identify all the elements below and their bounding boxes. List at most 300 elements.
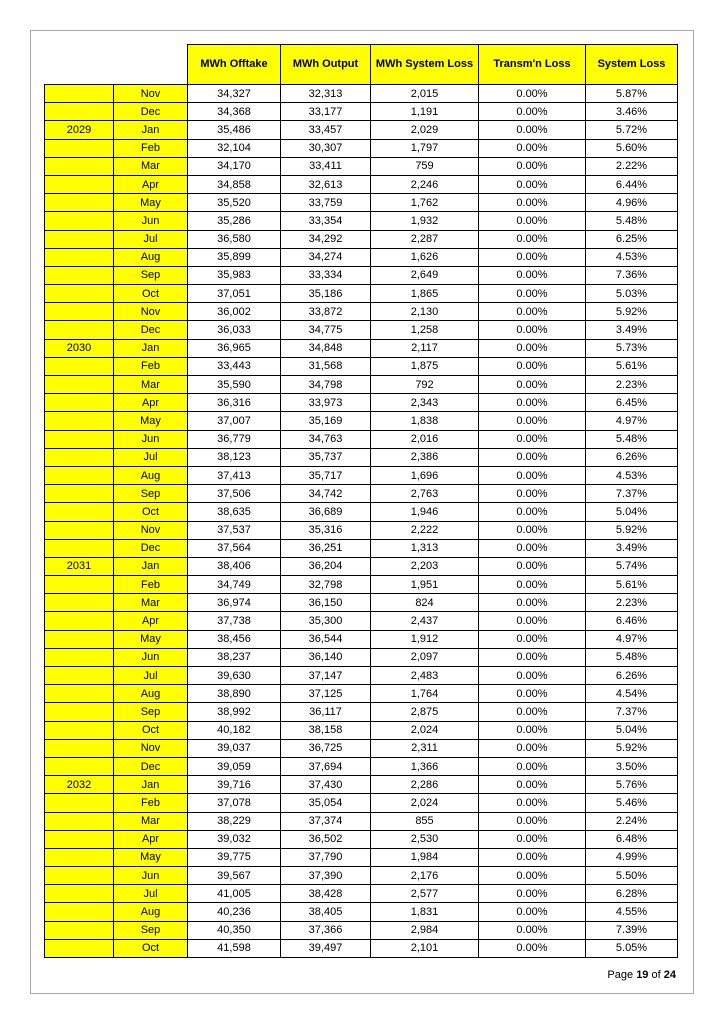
table-row <box>45 539 678 557</box>
system-loss-cell: 6.26% <box>586 667 678 685</box>
mwh-system-loss-cell: 855 <box>371 812 479 830</box>
transmn-loss-cell: 0.00% <box>479 794 586 812</box>
month-cell: Jul <box>114 230 188 248</box>
mwh-output-cell: 34,763 <box>281 430 371 448</box>
year-cell <box>45 430 114 448</box>
system-loss-cell: 5.50% <box>586 867 678 885</box>
header-spacer-year <box>45 45 114 85</box>
system-loss-cell: 4.55% <box>586 903 678 921</box>
year-cell <box>45 376 114 394</box>
transmn-loss-cell: 0.00% <box>479 248 586 266</box>
page-footer <box>607 969 676 981</box>
mwh-offtake-cell: 39,630 <box>188 667 281 685</box>
system-loss-cell: 7.39% <box>586 921 678 939</box>
mwh-output-cell: 34,274 <box>281 248 371 266</box>
mwh-output-cell: 37,147 <box>281 667 371 685</box>
transmn-loss-cell: 0.00% <box>479 539 586 557</box>
mwh-offtake-cell: 37,051 <box>188 285 281 303</box>
table-row <box>45 921 678 939</box>
month-cell: Mar <box>114 157 188 175</box>
system-loss-cell: 6.26% <box>586 448 678 466</box>
mwh-system-loss-cell: 2,222 <box>371 521 479 539</box>
year-cell <box>45 303 114 321</box>
month-cell: Feb <box>114 139 188 157</box>
year-cell <box>45 667 114 685</box>
mwh-output-cell: 32,313 <box>281 85 371 103</box>
table-row <box>45 466 678 484</box>
year-cell: 2031 <box>45 557 114 575</box>
transmn-loss-cell: 0.00% <box>479 466 586 484</box>
year-cell <box>45 448 114 466</box>
table-row <box>45 248 678 266</box>
month-cell: Feb <box>114 576 188 594</box>
mwh-output-cell: 34,742 <box>281 485 371 503</box>
table-row <box>45 412 678 430</box>
system-loss-cell: 4.96% <box>586 194 678 212</box>
system-loss-cell: 5.61% <box>586 357 678 375</box>
footer-of-label: of <box>651 969 661 981</box>
mwh-system-loss-cell: 2,483 <box>371 667 479 685</box>
mwh-output-cell: 37,366 <box>281 921 371 939</box>
year-cell <box>45 412 114 430</box>
mwh-output-cell: 34,775 <box>281 321 371 339</box>
system-loss-cell: 3.46% <box>586 103 678 121</box>
year-cell <box>45 539 114 557</box>
system-loss-cell: 5.48% <box>586 430 678 448</box>
mwh-system-loss-cell: 2,176 <box>371 867 479 885</box>
system-loss-cell: 2.24% <box>586 812 678 830</box>
table-row <box>45 285 678 303</box>
mwh-offtake-cell: 38,123 <box>188 448 281 466</box>
table-row <box>45 648 678 666</box>
mwh-output-cell: 37,374 <box>281 812 371 830</box>
table-row <box>45 594 678 612</box>
system-loss-cell: 4.99% <box>586 848 678 866</box>
month-cell: Mar <box>114 812 188 830</box>
year-cell <box>45 794 114 812</box>
mwh-offtake-cell: 40,236 <box>188 903 281 921</box>
table-row <box>45 667 678 685</box>
document-page <box>30 30 694 994</box>
year-cell <box>45 466 114 484</box>
mwh-offtake-cell: 39,775 <box>188 848 281 866</box>
transmn-loss-cell: 0.00% <box>479 867 586 885</box>
transmn-loss-cell: 0.00% <box>479 667 586 685</box>
mwh-offtake-cell: 36,965 <box>188 339 281 357</box>
month-cell: Apr <box>114 612 188 630</box>
table-row <box>45 630 678 648</box>
year-cell <box>45 103 114 121</box>
year-cell <box>45 685 114 703</box>
month-cell: Dec <box>114 103 188 121</box>
mwh-system-loss-cell: 1,764 <box>371 685 479 703</box>
table-row <box>45 157 678 175</box>
month-cell: Jun <box>114 648 188 666</box>
table-row <box>45 321 678 339</box>
mwh-offtake-cell: 41,005 <box>188 885 281 903</box>
mwh-system-loss-cell: 1,875 <box>371 357 479 375</box>
transmn-loss-cell: 0.00% <box>479 230 586 248</box>
mwh-system-loss-cell: 2,015 <box>371 85 479 103</box>
month-cell: Sep <box>114 703 188 721</box>
mwh-offtake-cell: 35,286 <box>188 212 281 230</box>
mwh-offtake-cell: 39,059 <box>188 757 281 775</box>
system-loss-cell: 4.97% <box>586 630 678 648</box>
table-row <box>45 194 678 212</box>
system-loss-cell: 6.25% <box>586 230 678 248</box>
transmn-loss-cell: 0.00% <box>479 612 586 630</box>
table-row <box>45 867 678 885</box>
mwh-output-cell: 36,117 <box>281 703 371 721</box>
transmn-loss-cell: 0.00% <box>479 576 586 594</box>
transmn-loss-cell: 0.00% <box>479 757 586 775</box>
month-cell: Nov <box>114 85 188 103</box>
system-loss-cell: 5.46% <box>586 794 678 812</box>
mwh-output-cell: 36,251 <box>281 539 371 557</box>
mwh-offtake-cell: 39,037 <box>188 739 281 757</box>
table-row <box>45 503 678 521</box>
year-cell <box>45 230 114 248</box>
mwh-output-cell: 36,689 <box>281 503 371 521</box>
year-cell: 2032 <box>45 776 114 794</box>
mwh-system-loss-cell: 824 <box>371 594 479 612</box>
mwh-system-loss-cell: 2,311 <box>371 739 479 757</box>
mwh-output-cell: 36,150 <box>281 594 371 612</box>
system-loss-cell: 3.49% <box>586 539 678 557</box>
table-row <box>45 703 678 721</box>
mwh-system-loss-cell: 1,797 <box>371 139 479 157</box>
system-loss-cell: 5.04% <box>586 503 678 521</box>
mwh-system-loss-cell: 1,831 <box>371 903 479 921</box>
month-cell: May <box>114 412 188 430</box>
month-cell: Jan <box>114 339 188 357</box>
month-cell: Apr <box>114 175 188 193</box>
transmn-loss-cell: 0.00% <box>479 921 586 939</box>
table-row <box>45 266 678 284</box>
system-loss-cell: 2.22% <box>586 157 678 175</box>
month-cell: Oct <box>114 285 188 303</box>
table-row <box>45 230 678 248</box>
transmn-loss-cell: 0.00% <box>479 594 586 612</box>
mwh-output-cell: 36,725 <box>281 739 371 757</box>
mwh-offtake-cell: 37,078 <box>188 794 281 812</box>
transmn-loss-cell: 0.00% <box>479 85 586 103</box>
mwh-offtake-cell: 37,413 <box>188 466 281 484</box>
mwh-system-loss-cell: 2,029 <box>371 121 479 139</box>
mwh-system-loss-cell: 2,386 <box>371 448 479 466</box>
mwh-system-loss-cell: 1,951 <box>371 576 479 594</box>
year-cell <box>45 194 114 212</box>
month-cell: Sep <box>114 485 188 503</box>
mwh-output-cell: 34,292 <box>281 230 371 248</box>
table-row <box>45 430 678 448</box>
table-row <box>45 757 678 775</box>
system-loss-cell: 4.53% <box>586 466 678 484</box>
system-loss-cell: 5.73% <box>586 339 678 357</box>
mwh-system-loss-cell: 2,287 <box>371 230 479 248</box>
table-row <box>45 812 678 830</box>
transmn-loss-cell: 0.00% <box>479 557 586 575</box>
transmn-loss-cell: 0.00% <box>479 721 586 739</box>
transmn-loss-cell: 0.00% <box>479 830 586 848</box>
header-mwh-offtake: MWh Offtake <box>188 45 281 85</box>
year-cell <box>45 939 114 957</box>
transmn-loss-cell: 0.00% <box>479 448 586 466</box>
mwh-system-loss-cell: 759 <box>371 157 479 175</box>
mwh-offtake-cell: 34,327 <box>188 85 281 103</box>
mwh-system-loss-cell: 2,024 <box>371 721 479 739</box>
transmn-loss-cell: 0.00% <box>479 212 586 230</box>
mwh-system-loss-cell: 1,865 <box>371 285 479 303</box>
year-cell <box>45 85 114 103</box>
mwh-system-loss-cell: 2,343 <box>371 394 479 412</box>
month-cell: Oct <box>114 939 188 957</box>
system-loss-cell: 4.53% <box>586 248 678 266</box>
system-loss-cell: 6.45% <box>586 394 678 412</box>
table-row <box>45 121 678 139</box>
mwh-output-cell: 38,405 <box>281 903 371 921</box>
month-cell: May <box>114 630 188 648</box>
mwh-output-cell: 37,390 <box>281 867 371 885</box>
system-loss-cell: 4.97% <box>586 412 678 430</box>
mwh-output-cell: 37,694 <box>281 757 371 775</box>
system-loss-cell: 5.87% <box>586 85 678 103</box>
mwh-output-cell: 38,158 <box>281 721 371 739</box>
mwh-output-cell: 36,502 <box>281 830 371 848</box>
year-cell <box>45 139 114 157</box>
transmn-loss-cell: 0.00% <box>479 903 586 921</box>
transmn-loss-cell: 0.00% <box>479 703 586 721</box>
year-cell <box>45 612 114 630</box>
month-cell: Mar <box>114 594 188 612</box>
year-cell <box>45 521 114 539</box>
mwh-output-cell: 35,169 <box>281 412 371 430</box>
table-row <box>45 485 678 503</box>
month-cell: Aug <box>114 685 188 703</box>
table-row <box>45 448 678 466</box>
mwh-system-loss-cell: 1,626 <box>371 248 479 266</box>
month-cell: Jul <box>114 448 188 466</box>
header-mwh-system-loss: MWh System Loss <box>371 45 479 85</box>
table-row <box>45 721 678 739</box>
table-row <box>45 939 678 957</box>
year-cell: 2030 <box>45 339 114 357</box>
mwh-offtake-cell: 34,749 <box>188 576 281 594</box>
year-cell <box>45 630 114 648</box>
mwh-offtake-cell: 38,229 <box>188 812 281 830</box>
system-loss-cell: 2.23% <box>586 594 678 612</box>
transmn-loss-cell: 0.00% <box>479 939 586 957</box>
mwh-output-cell: 35,316 <box>281 521 371 539</box>
system-loss-cell: 3.49% <box>586 321 678 339</box>
month-cell: Jul <box>114 885 188 903</box>
table-row <box>45 557 678 575</box>
mwh-system-loss-cell: 1,696 <box>371 466 479 484</box>
mwh-system-loss-cell: 2,101 <box>371 939 479 957</box>
month-cell: Feb <box>114 357 188 375</box>
mwh-offtake-cell: 36,316 <box>188 394 281 412</box>
mwh-offtake-cell: 34,368 <box>188 103 281 121</box>
system-loss-cell: 5.92% <box>586 739 678 757</box>
mwh-system-loss-cell: 2,203 <box>371 557 479 575</box>
year-cell <box>45 321 114 339</box>
table-row <box>45 885 678 903</box>
mwh-system-loss-cell: 1,946 <box>371 503 479 521</box>
mwh-system-loss-cell: 2,875 <box>371 703 479 721</box>
transmn-loss-cell: 0.00% <box>479 139 586 157</box>
month-cell: Jun <box>114 212 188 230</box>
month-cell: Sep <box>114 266 188 284</box>
year-cell <box>45 357 114 375</box>
header-spacer-month <box>114 45 188 85</box>
table-row <box>45 85 678 103</box>
mwh-offtake-cell: 38,635 <box>188 503 281 521</box>
system-loss-cell: 5.48% <box>586 648 678 666</box>
mwh-output-cell: 36,544 <box>281 630 371 648</box>
year-cell <box>45 576 114 594</box>
transmn-loss-cell: 0.00% <box>479 521 586 539</box>
transmn-loss-cell: 0.00% <box>479 848 586 866</box>
transmn-loss-cell: 0.00% <box>479 103 586 121</box>
month-cell: Jan <box>114 776 188 794</box>
mwh-offtake-cell: 37,007 <box>188 412 281 430</box>
mwh-output-cell: 33,354 <box>281 212 371 230</box>
transmn-loss-cell: 0.00% <box>479 321 586 339</box>
system-loss-cell: 2.23% <box>586 376 678 394</box>
transmn-loss-cell: 0.00% <box>479 776 586 794</box>
transmn-loss-cell: 0.00% <box>479 376 586 394</box>
transmn-loss-cell: 0.00% <box>479 266 586 284</box>
mwh-output-cell: 38,428 <box>281 885 371 903</box>
mwh-system-loss-cell: 1,838 <box>371 412 479 430</box>
system-loss-cell: 5.76% <box>586 776 678 794</box>
mwh-offtake-cell: 38,406 <box>188 557 281 575</box>
mwh-offtake-cell: 37,537 <box>188 521 281 539</box>
mwh-output-cell: 31,568 <box>281 357 371 375</box>
mwh-output-cell: 35,737 <box>281 448 371 466</box>
mwh-output-cell: 37,430 <box>281 776 371 794</box>
month-cell: Dec <box>114 539 188 557</box>
mwh-output-cell: 32,798 <box>281 576 371 594</box>
system-loss-cell: 5.92% <box>586 521 678 539</box>
transmn-loss-cell: 0.00% <box>479 121 586 139</box>
transmn-loss-cell: 0.00% <box>479 812 586 830</box>
year-cell <box>45 721 114 739</box>
mwh-offtake-cell: 38,456 <box>188 630 281 648</box>
footer-page-label: Page <box>607 969 634 981</box>
year-cell <box>45 703 114 721</box>
transmn-loss-cell: 0.00% <box>479 630 586 648</box>
table-row <box>45 739 678 757</box>
table-row <box>45 394 678 412</box>
mwh-system-loss-cell: 1,313 <box>371 539 479 557</box>
system-loss-cell: 6.46% <box>586 612 678 630</box>
mwh-system-loss-cell: 2,246 <box>371 175 479 193</box>
system-loss-cell: 7.37% <box>586 485 678 503</box>
table-row <box>45 848 678 866</box>
mwh-system-loss-cell: 1,984 <box>371 848 479 866</box>
month-cell: Jun <box>114 867 188 885</box>
mwh-offtake-cell: 35,899 <box>188 248 281 266</box>
system-loss-cell: 5.72% <box>586 121 678 139</box>
mwh-system-loss-cell: 2,984 <box>371 921 479 939</box>
year-cell <box>45 503 114 521</box>
mwh-system-loss-cell: 2,577 <box>371 885 479 903</box>
mwh-output-cell: 33,973 <box>281 394 371 412</box>
mwh-offtake-cell: 37,564 <box>188 539 281 557</box>
mwh-system-loss-cell: 1,932 <box>371 212 479 230</box>
month-cell: May <box>114 848 188 866</box>
table-row <box>45 212 678 230</box>
mwh-system-loss-cell: 2,763 <box>371 485 479 503</box>
transmn-loss-cell: 0.00% <box>479 412 586 430</box>
mwh-offtake-cell: 38,237 <box>188 648 281 666</box>
mwh-output-cell: 33,411 <box>281 157 371 175</box>
system-loss-cell: 6.28% <box>586 885 678 903</box>
mwh-offtake-cell: 37,506 <box>188 485 281 503</box>
table-row <box>45 175 678 193</box>
mwh-offtake-cell: 39,567 <box>188 867 281 885</box>
mwh-system-loss-cell: 2,097 <box>371 648 479 666</box>
mwh-offtake-cell: 35,486 <box>188 121 281 139</box>
mwh-output-cell: 33,177 <box>281 103 371 121</box>
table-row <box>45 576 678 594</box>
year-cell <box>45 248 114 266</box>
month-cell: Sep <box>114 921 188 939</box>
mwh-output-cell: 30,307 <box>281 139 371 157</box>
table-row <box>45 103 678 121</box>
mwh-output-cell: 33,457 <box>281 121 371 139</box>
month-cell: Jul <box>114 667 188 685</box>
mwh-system-loss-cell: 1,366 <box>371 757 479 775</box>
month-cell: Aug <box>114 248 188 266</box>
year-cell: 2029 <box>45 121 114 139</box>
month-cell: Oct <box>114 721 188 739</box>
transmn-loss-cell: 0.00% <box>479 739 586 757</box>
mwh-offtake-cell: 36,002 <box>188 303 281 321</box>
mwh-system-loss-cell: 2,649 <box>371 266 479 284</box>
table-row <box>45 830 678 848</box>
system-loss-cell: 5.48% <box>586 212 678 230</box>
mwh-offtake-cell: 41,598 <box>188 939 281 957</box>
year-cell <box>45 175 114 193</box>
system-loss-cell: 5.03% <box>586 285 678 303</box>
system-loss-cell: 6.48% <box>586 830 678 848</box>
mwh-output-cell: 35,717 <box>281 466 371 484</box>
month-cell: Oct <box>114 503 188 521</box>
mwh-system-loss-cell: 2,130 <box>371 303 479 321</box>
mwh-offtake-cell: 36,033 <box>188 321 281 339</box>
system-loss-cell: 7.36% <box>586 266 678 284</box>
transmn-loss-cell: 0.00% <box>479 157 586 175</box>
mwh-offtake-cell: 36,580 <box>188 230 281 248</box>
transmn-loss-cell: 0.00% <box>479 357 586 375</box>
header-row <box>45 45 678 85</box>
mwh-system-loss-cell: 1,762 <box>371 194 479 212</box>
transmn-loss-cell: 0.00% <box>479 194 586 212</box>
year-cell <box>45 885 114 903</box>
month-cell: Nov <box>114 303 188 321</box>
mwh-system-loss-cell: 1,191 <box>371 103 479 121</box>
year-cell <box>45 812 114 830</box>
month-cell: Nov <box>114 739 188 757</box>
year-cell <box>45 485 114 503</box>
year-cell <box>45 285 114 303</box>
month-cell: Dec <box>114 321 188 339</box>
transmn-loss-cell: 0.00% <box>479 885 586 903</box>
month-cell: Aug <box>114 466 188 484</box>
transmn-loss-cell: 0.00% <box>479 339 586 357</box>
